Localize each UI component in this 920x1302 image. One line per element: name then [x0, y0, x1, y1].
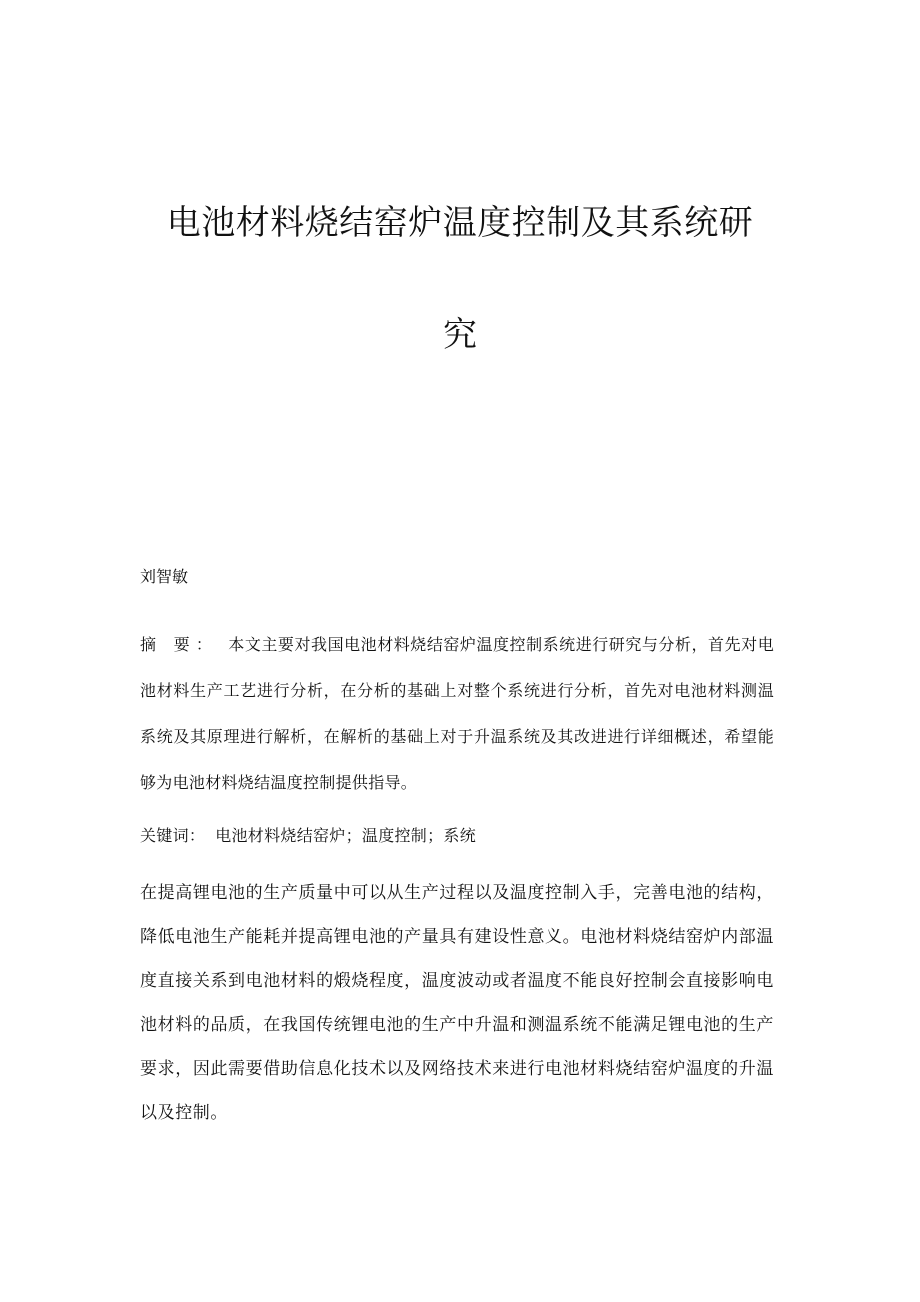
document-title-line-2: 究 — [443, 315, 477, 355]
keywords-label: 关键词： — [140, 826, 206, 845]
keywords-section — [140, 822, 774, 850]
abstract-text: 本文主要对我国电池材料烧结窑炉温度控制系统进行研究与分析，首先对电池材料生产工艺进行分析，在分析的基础上对整个系统进行分析，首先对电池材料测温系统及其原理进行解析，在解析的基础上对于升温系统及其改进进行详细概述，希望能够为电池材料烧结温度控制提供指导。 — [140, 635, 774, 792]
body-paragraph: 在提高锂电池的生产质量中可以从生产过程以及温度控制入手，完善电池的结构，降低电池生产能耗并提高锂电池的产量具有建设性意义。电池材料烧结窑炉内部温度直接关系到电池材料的煅烧程度，温度波动或者温度不能良好控制会直接影响电池材料的品质，在我国传统锂电池的生产中升温和测温系统不能满足锂电池的生产要求，因此需要借助信息化技术以及网络技术来进行电池材料烧结窑炉温度的升温以及控制。 — [140, 883, 774, 1123]
document-title-line-1: 电池材料烧结窑炉温度控制及其系统研 — [166, 203, 754, 243]
author-name: 刘智敏 — [140, 567, 189, 586]
keywords-text: 电池材料烧结窑炉；温度控制；系统 — [215, 826, 477, 845]
abstract-label: 摘 要： — [140, 635, 219, 654]
abstract-section — [140, 622, 774, 806]
